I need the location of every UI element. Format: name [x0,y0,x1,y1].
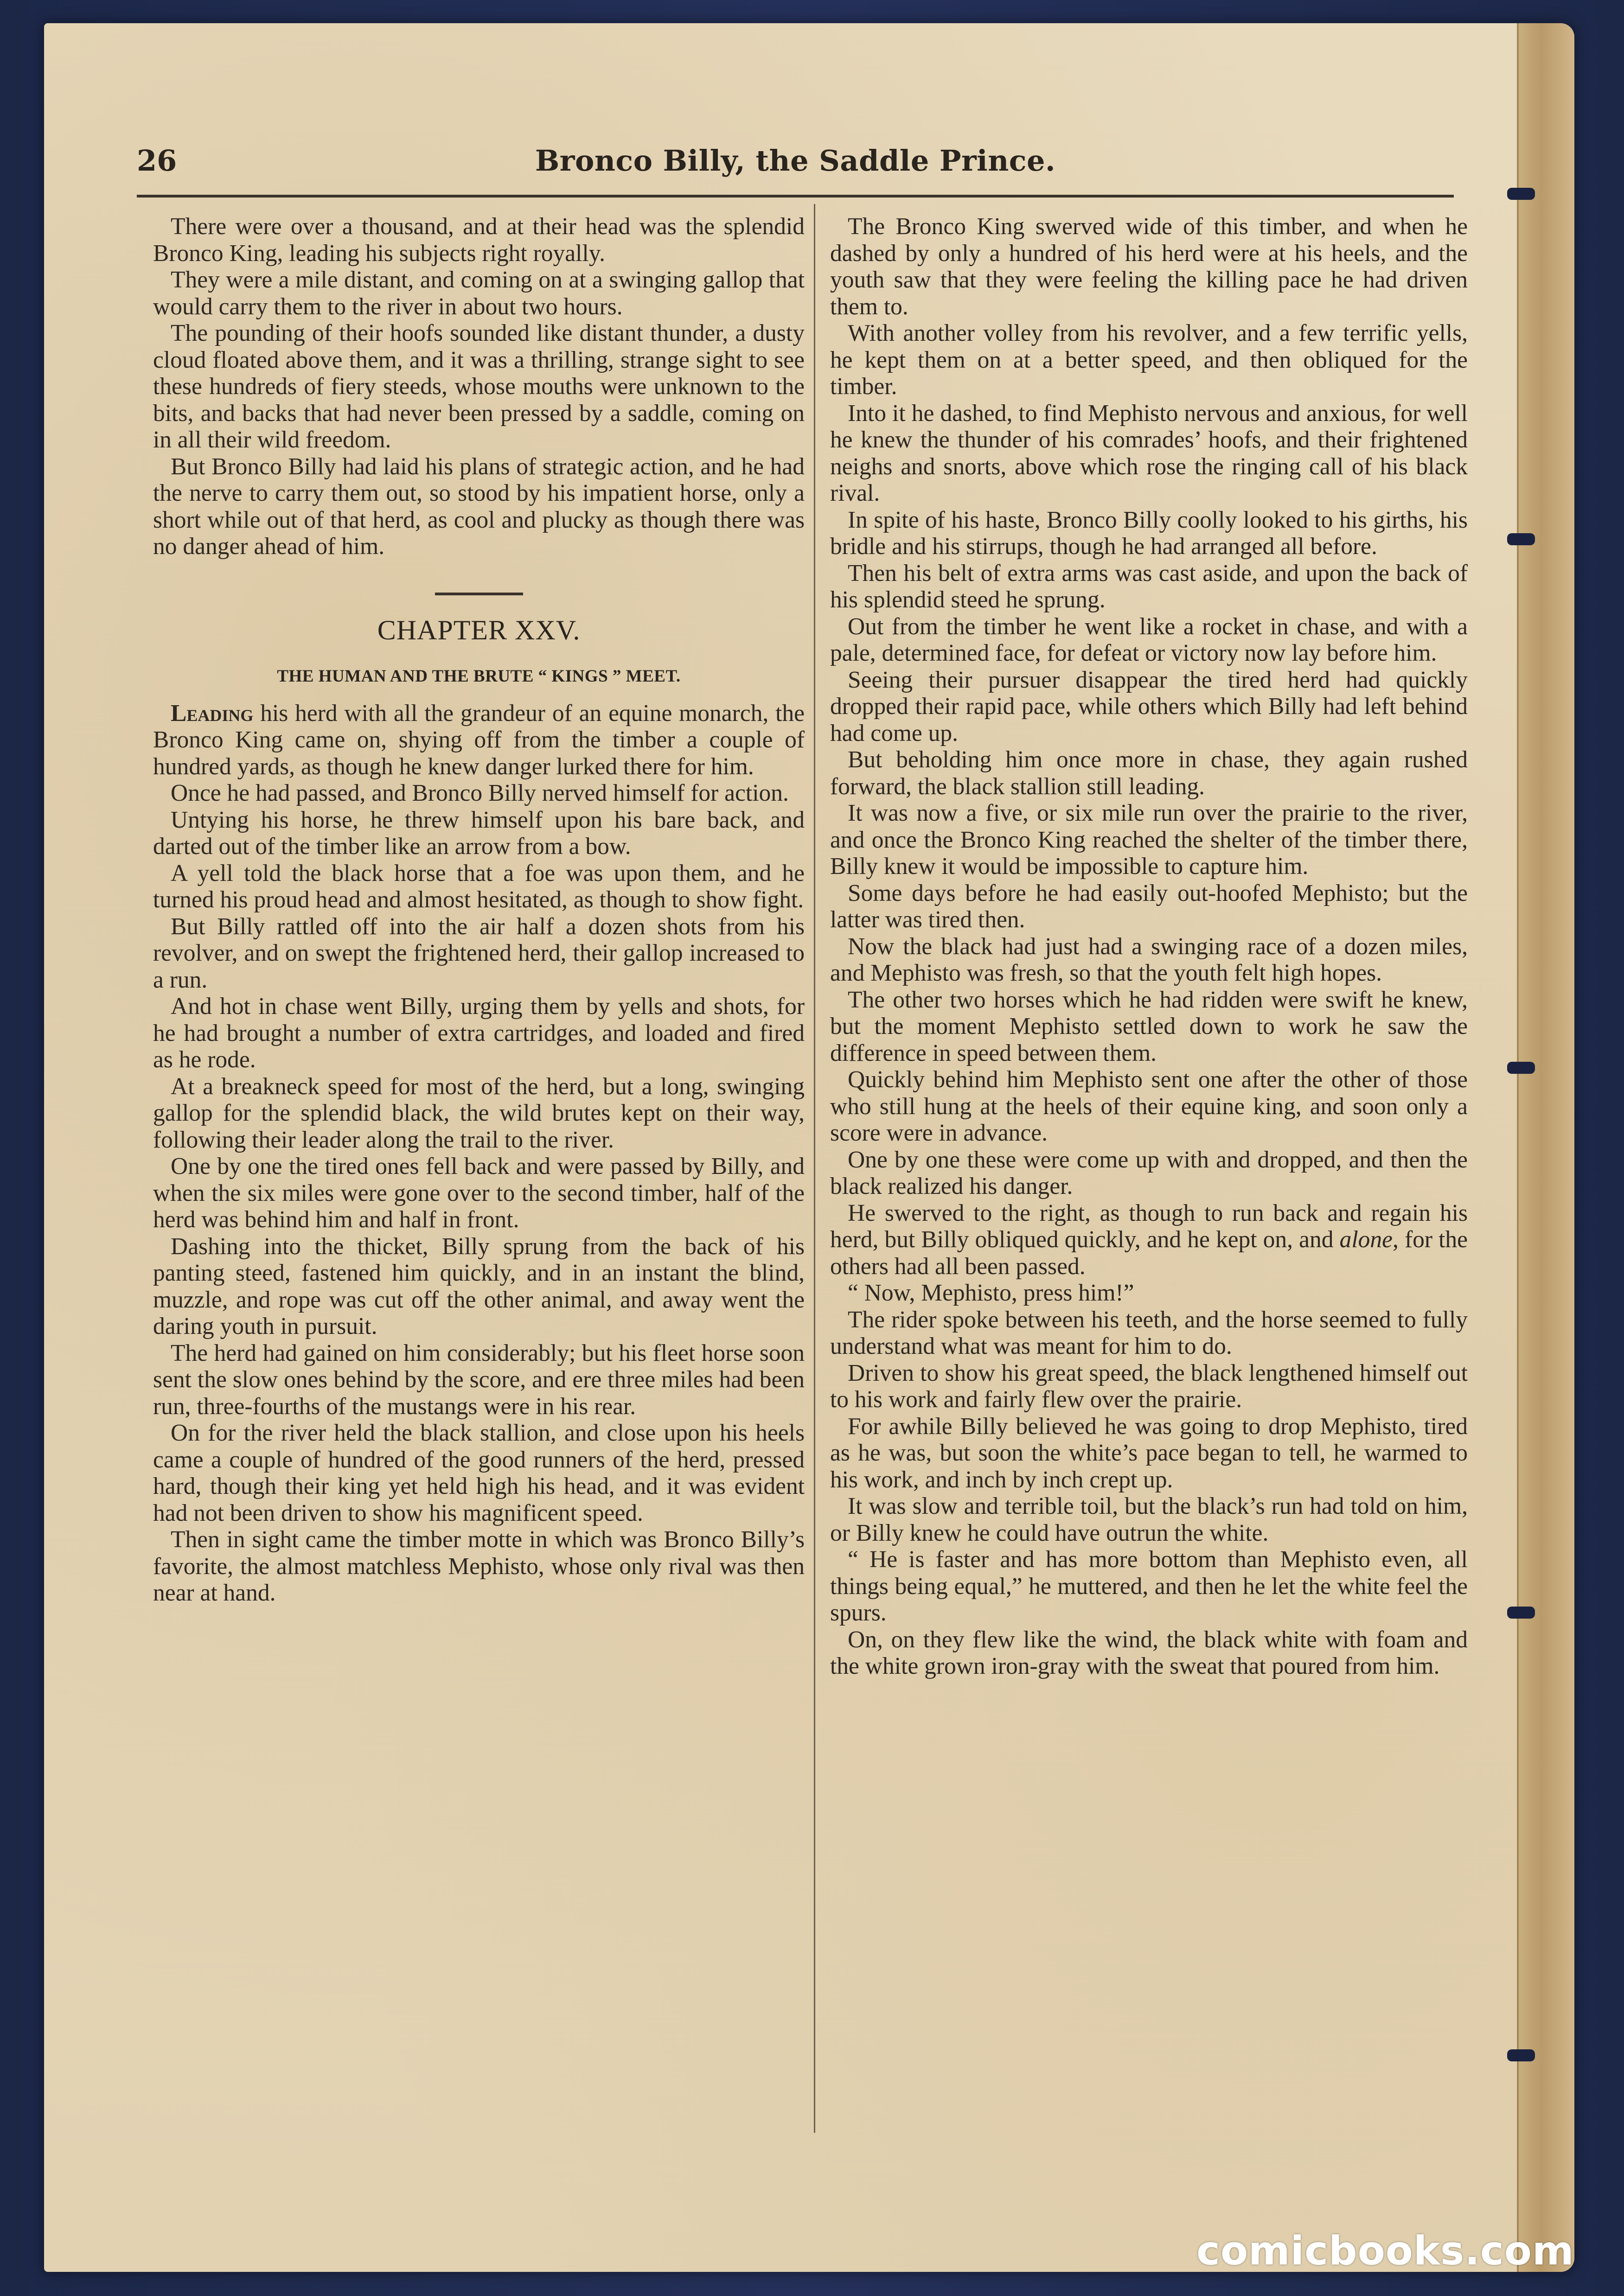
page-number: 26 [137,144,177,178]
column-divider [814,204,815,2133]
paragraph-text: He swerved to the right, as though to run back and regain his herd, but Billy obliqued quickly, and he kept on, and [830,1199,1468,1253]
paragraph [153,1073,805,1154]
paragraph [153,1340,805,1420]
paragraph [830,400,1468,507]
paragraph [830,1413,1468,1493]
paragraph-text: The Bronco King swerved wide of this timber, and when he dashed by only a hundred of his herd were at his heels, and the youth saw that they were feeling the killing pace he had driven them to. [830,213,1468,320]
paragraph-text: , for the others had all been passed. [830,1226,1468,1280]
paragraph [830,1626,1468,1680]
paragraph [153,700,805,780]
chapter-subtitle: THE HUMAN AND THE BRUTE “ KINGS ” MEET. [277,666,681,686]
paragraph [830,800,1468,880]
paragraph-text: On for the river held the black stallion, and close upon his heels came a couple of hundred of the good runners of the herd, pressed hard, though their king yet held high his head, and it was evident had not been driven to show his magnificent speed. [153,1420,805,1526]
paragraph-text: The pounding of their hoofs sounded like distant thunder, a dusty cloud floated above them, and it was a thrilling, strange sight to see these hundreds of fiery steeds, whose mouths were unknown to the bits, and backs that had never been pressed by a saddle, coming on in all their wild freedom. [153,320,805,453]
paragraph-text: Some days before he had easily out-hoofed Mephisto; but the latter was tired then. [830,880,1468,933]
paragraph-text: There were over a thousand, and at their head was the splendid Bronco King, leading his subjects right royally. [153,213,805,267]
paragraph [830,1360,1468,1413]
paragraph [153,1153,805,1233]
paragraph-text: A yell told the black horse that a foe was upon them, and he turned his proud head and almost hesitated, as though to show fight. [153,860,805,913]
paragraph [153,807,805,860]
paragraph-text: Out from the timber he went like a rocket in chase, and with a pale, determined face, for defeat or victory now lay before him. [830,613,1468,666]
staple-mark [1507,1062,1535,1074]
paragraph [830,213,1468,320]
paragraph-text: The rider spoke between his teeth, and the horse seemed to fully understand what was meant for him to do. [830,1306,1468,1359]
paragraph-text: The other two horses which he had ridden were swift he knew, but the moment Mephisto settled down to work he saw the difference in speed between them. [830,986,1468,1066]
paragraph [830,667,1468,747]
staple-mark [1507,533,1535,545]
paragraph [153,1526,805,1607]
paragraph [830,1546,1468,1626]
paragraph-text: For awhile Billy believed he was going to drop Mephisto, tired as he was, but soon the white’s pace began to tell, he warmed to his work, and inch by inch crept up. [830,1413,1468,1493]
paragraph-text: Now the black had just had a swinging race of a dozen miles, and Mephisto was fresh, so that the youth felt high hopes. [830,933,1468,986]
paragraph-text: Dashing into the thicket, Billy sprung from the back of his panting steed, fastened him quickly, and in an instant the blind, muzzle, and rope was cut off the other animal, and away went the daring youth in pursuit. [153,1233,805,1339]
lead-word: Leading [171,700,254,727]
paragraph [153,267,805,320]
paragraph [830,746,1468,800]
paragraph-text: In spite of his haste, Bronco Billy coolly looked to his girths, his bridle and his stirrups, though he had arranged all before. [830,506,1468,560]
paragraph-text: It was slow and terrible toil, but the black’s run had told on him, or Billy knew he could have outrun the white. [830,1493,1468,1546]
paragraph-text: On, on they flew like the wind, the black white with foam and the white grown iron-gray with the sweat that poured from him. [830,1626,1468,1679]
paragraph [153,453,805,560]
paragraph-text: Seeing their pursuer disappear the tired herd had quickly dropped their rapid pace, while others which Billy had left behind had come up. [830,666,1468,746]
paragraph [153,780,805,807]
page-spine [1517,23,1574,2272]
paragraph-text: But Billy rattled off into the air half a dozen shots from his revolver, and on swept the frightened herd, their gallop increased to a run. [153,913,805,993]
staple-mark [1507,2049,1535,2061]
paragraph [153,1233,805,1340]
paragraph-text: Untying his horse, he threw himself upon his bare back, and darted out of the timber like an arrow from a bow. [153,806,805,860]
chapter-title: CHAPTER XXV. [377,614,581,645]
paragraph-text: And hot in chase went Billy, urging them by yells and shots, for he had brought a number of extra cartridges, and loaded and fired as he rode. [153,993,805,1073]
paragraph [830,880,1468,933]
left-column [153,213,805,1607]
staple-mark [1507,188,1535,200]
staple-mark [1507,1607,1535,1619]
paragraph [830,1066,1468,1147]
paragraph [830,1200,1468,1280]
paragraph-text: Once he had passed, and Bronco Billy nerved himself for action. [171,780,789,806]
paragraph [830,1280,1468,1307]
paragraph-text: Driven to show his great speed, the black lengthened himself out to his work and fairly flew over the prairie. [830,1359,1468,1413]
paragraph-text: Then in sight came the timber motte in which was Bronco Billy’s favorite, the almost matchless Mephisto, whose only rival was then near at hand. [153,1526,805,1606]
paragraph [153,913,805,994]
paragraph [153,1420,805,1526]
emphasis-text: alone [1339,1226,1393,1253]
paragraph [153,213,805,267]
paragraph [830,560,1468,613]
paragraph-text: But beholding him once more in chase, they again rushed forward, the black stallion still leading. [830,746,1468,800]
right-column [830,213,1468,1680]
paragraph [153,993,805,1073]
paragraph-text: “ He is faster and has more bottom than Mephisto even, all things being equal,” he muttered, and then he let the white feel the spurs. [830,1546,1468,1626]
paragraph [830,1307,1468,1360]
paragraph-text: At a breakneck speed for most of the herd, but a long, swinging gallop for the splendid black, the wild brutes kept on their way, following their leader along the trail to the river. [153,1073,805,1153]
running-head: Bronco Billy, the Saddle Prince. [535,144,1056,178]
paragraph [830,507,1468,560]
chapter-ornament-rule [435,593,523,595]
page-header [137,139,1454,190]
paragraph-text: They were a mile distant, and coming on at a swinging gallop that would carry them to the river in about two hours. [153,267,805,320]
paragraph-text: One by one these were come up with and dropped, and then the black realized his danger. [830,1146,1468,1199]
paragraph-text: The herd had gained on him considerably; but his fleet horse soon sent the slow ones behind by the score, and ere three miles had been run, three-fourths of the mustangs were in his rear. [153,1339,805,1420]
paragraph-text: his herd with all the grandeur of an equine monarch, the Bronco King came on, shying off from the timber a couple of hundred yards, as though he knew danger lurked there for him. [153,700,805,780]
paragraph-text: With another volley from his revolver, and a few terrific yells, he kept them on at a better speed, and then obliqued for the timber. [830,320,1468,400]
paragraph-text: Then his belt of extra arms was cast aside, and upon the back of his splendid steed he sprung. [830,560,1468,613]
paragraph-text: Quickly behind him Mephisto sent one after the other of those who still hung at the heels of their equine king, and soon only a score were in advance. [830,1066,1468,1146]
paragraph-text: “ Now, Mephisto, press him!” [848,1280,1134,1306]
paragraph-text: It was now a five, or six mile run over the prairie to the river, and once the Bronco King reached the shelter of the timber there, Billy knew it would be impossible to capture him. [830,800,1468,880]
paragraph [830,320,1468,400]
paragraph [830,613,1468,667]
paragraph [830,1493,1468,1546]
paragraph-text: One by one the tired ones fell back and were passed by Billy, and when the six miles were gone over to the second timber, half of the herd was behind him and half in front. [153,1153,805,1233]
paragraph [153,860,805,913]
site-watermark: comicbooks.com [1196,2228,1574,2274]
header-rule [137,195,1454,198]
paragraph [830,933,1468,987]
paragraph-text: Into it he dashed, to find Mephisto nervous and anxious, for well he knew the thunder of his comrades’ hoofs, and their frightened neighs and snorts, above which rose the ringing call of his black rival. [830,400,1468,506]
paragraph [153,320,805,453]
paragraph-text: But Bronco Billy had laid his plans of strategic action, and he had the nerve to carry them out, so stood by his impatient horse, only a short while out of that herd, as cool and plucky as though there was no danger ahead of him. [153,453,805,560]
paragraph [830,1147,1468,1200]
paragraph [830,987,1468,1067]
